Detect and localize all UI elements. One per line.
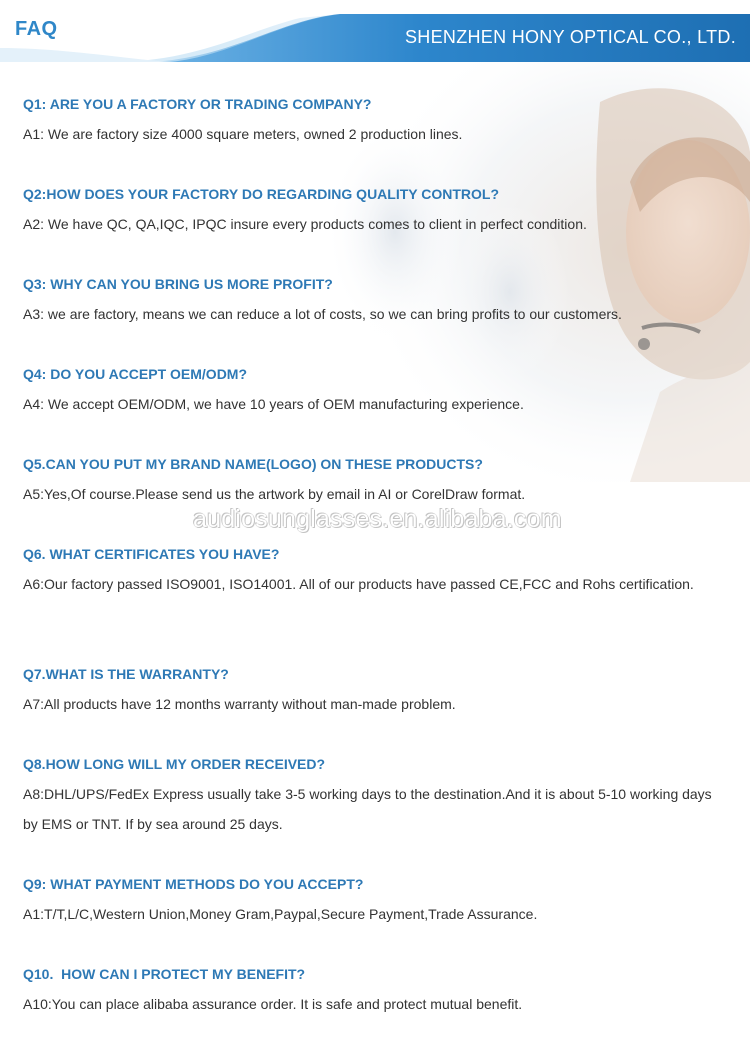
question-10: Q10. HOW CAN I PROTECT MY BENEFIT? [23,966,306,982]
faq-item-8 [23,754,718,839]
faq-item-9 [23,874,728,929]
faq-item-3 [23,274,728,329]
answer-7: A7:All products have 12 months warranty without man-made problem. [23,696,456,712]
question-4: Q4: DO YOU ACCEPT OEM/ODM? [23,366,248,382]
answer-5: A5:Yes,Of course.Please send us the artwork by email in AI or CorelDraw format. [23,486,526,502]
answer-8: A8:DHL/UPS/FedEx Express usually take 3-5 working days to the destination.And it is about 5-10 working days by EMS or TNT. If by sea around 25 days. [23,786,712,832]
faq-item-1 [23,94,728,149]
answer-2: A2: We have QC, QA,IQC, IPQC insure every products comes to client in perfect condition. [23,216,587,232]
faq-title: FAQ [15,18,58,40]
question-5: Q5.CAN YOU PUT MY BRAND NAME(LOGO) ON THESE PRODUCTS? [23,456,483,472]
company-name: SHENZHEN HONY OPTICAL CO., LTD. [404,27,736,47]
faq-item-6 [23,544,723,599]
question-9: Q9: WHAT PAYMENT METHODS DO YOU ACCEPT? [23,876,364,892]
faq-item-2 [23,184,728,239]
question-6: Q6. WHAT CERTIFICATES YOU HAVE? [23,546,280,562]
answer-4: A4: We accept OEM/ODM, we have 10 years of OEM manufacturing experience. [23,396,524,412]
answer-6: A6:Our factory passed ISO9001, ISO14001. All of our products have passed CE,FCC and Rohs certification. [23,576,694,592]
page-header [0,0,750,62]
question-1: Q1: ARE YOU A FACTORY OR TRADING COMPANY? [23,96,372,112]
answer-10: A10:You can place alibaba assurance order. It is safe and protect mutual benefit. [23,996,523,1012]
faq-item-5 [23,454,728,509]
watermark: audiosunglasses.en.alibaba.com [193,505,562,533]
question-7: Q7.WHAT IS THE WARRANTY? [23,666,229,682]
question-3: Q3: WHY CAN YOU BRING US MORE PROFIT? [23,276,333,292]
answer-1: A1: We are factory size 4000 square meters, owned 2 production lines. [23,126,463,142]
faq-item-10 [23,964,728,1019]
faq-item-4 [23,364,728,419]
faq-item-7 [23,664,728,719]
answer-3: A3: we are factory, means we can reduce a lot of costs, so we can bring profits to our customers. [23,306,622,322]
question-2: Q2:HOW DOES YOUR FACTORY DO REGARDING QUALITY CONTROL? [23,186,500,202]
answer-9: A1:T/T,L/C,Western Union,Money Gram,Paypal,Secure Payment,Trade Assurance. [23,906,538,922]
question-8: Q8.HOW LONG WILL MY ORDER RECEIVED? [23,756,326,772]
